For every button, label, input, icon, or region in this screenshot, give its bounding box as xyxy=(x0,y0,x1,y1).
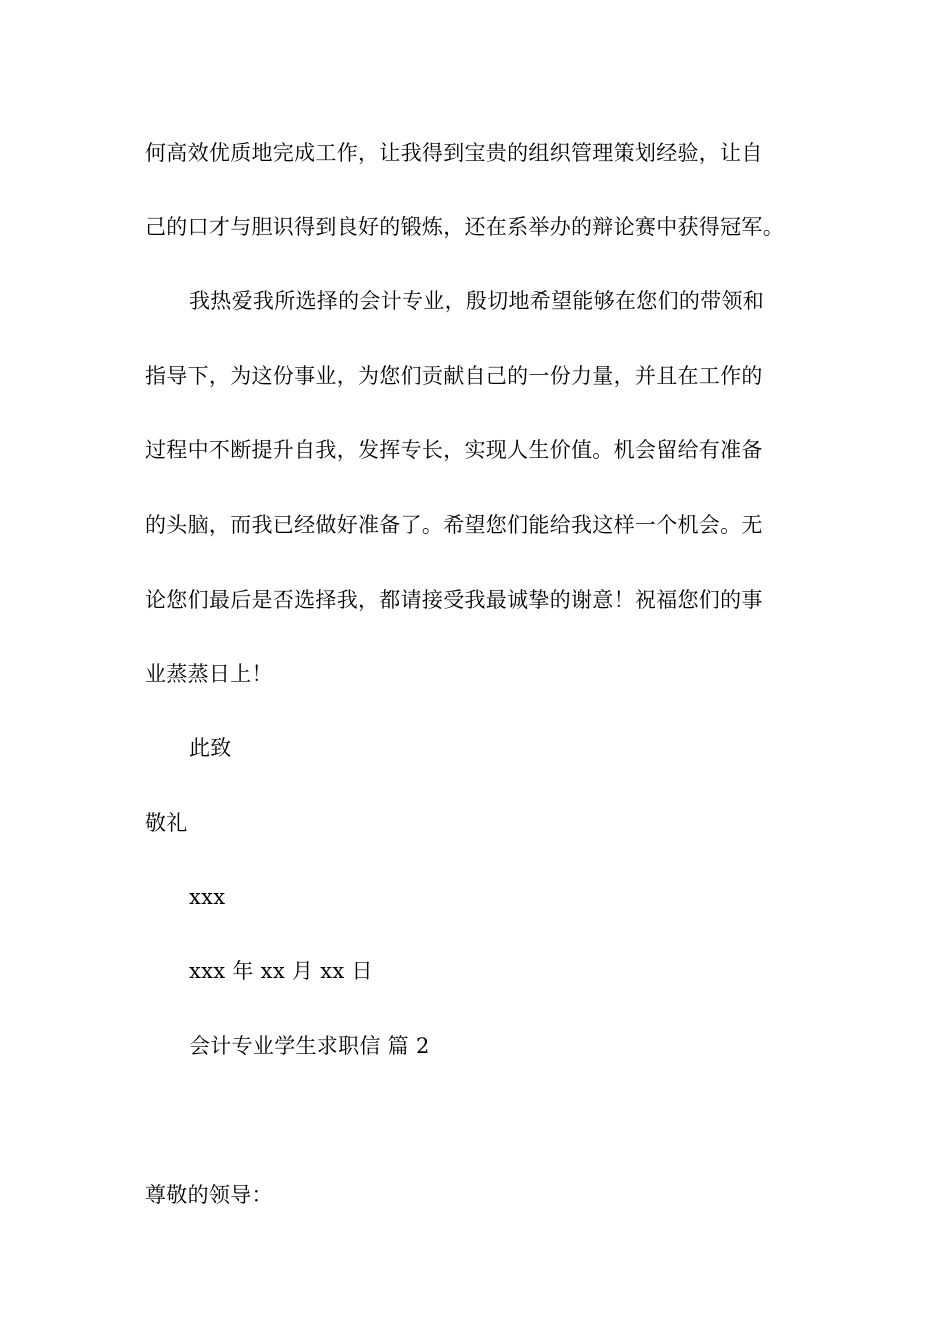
paragraph1-line-2: 己的口才与胆识得到良好的锻炼，还在系举办的辩论赛中获得冠军。 xyxy=(145,215,784,239)
paragraph2-line-4: 的头脑，而我已经做好准备了。希望您们能给我这样一个机会。无 xyxy=(145,513,763,537)
signature-text: xxx xyxy=(189,885,226,909)
paragraph1-line-1: 何高效优质地完成工作，让我得到宝贵的组织管理策划经验，让自 xyxy=(145,141,763,165)
salute-text: 敬礼 xyxy=(145,811,188,835)
section-title: 会计专业学生求职信 篇 2 xyxy=(189,1034,430,1058)
paragraph2-line-2: 指导下，为这份事业，为您们贡献自己的一份力量，并且在工作的 xyxy=(145,364,763,388)
closing-text: 此致 xyxy=(189,736,232,760)
paragraph2-line-3: 过程中不断提升自我，发挥专长，实现人生价值。机会留给有准备 xyxy=(145,438,763,462)
paragraph2-line-5: 论您们最后是否选择我，都请接受我最诚挚的谢意！祝福您们的事 xyxy=(145,588,763,612)
date-text: xxx 年 xx 月 xx 日 xyxy=(189,959,373,983)
paragraph2-line-1: 我热爱我所选择的会计专业，殷切地希望能够在您们的带领和 xyxy=(189,289,765,313)
greeting-text: 尊敬的领导： xyxy=(145,1183,273,1207)
paragraph2-line-6: 业蒸蒸日上！ xyxy=(145,662,273,686)
